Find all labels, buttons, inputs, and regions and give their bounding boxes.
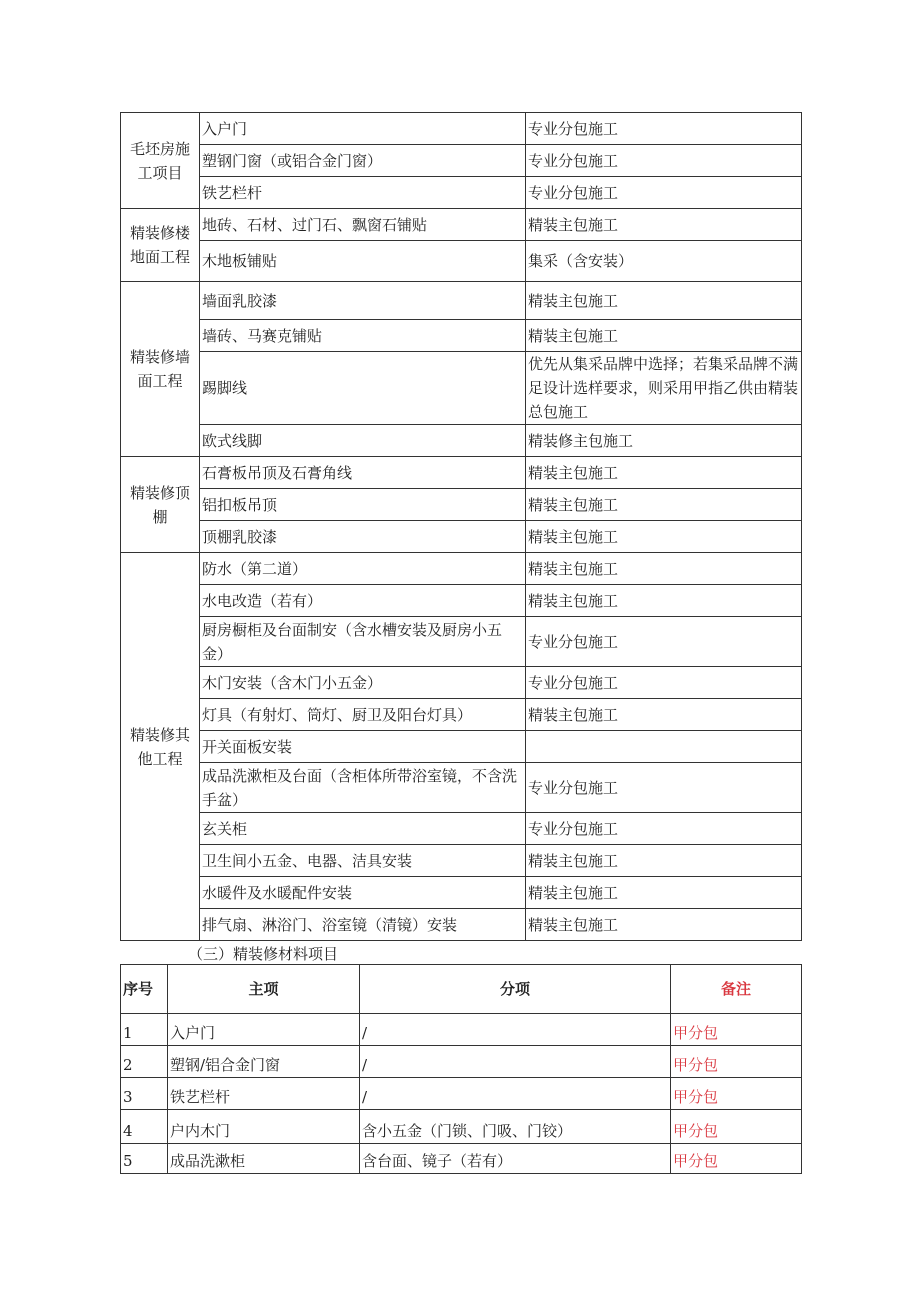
note-cell (526, 731, 802, 763)
item-cell: 厨房橱柜及台面制安（含水槽安装及厨房小五金） (200, 617, 526, 667)
construction-items-table (120, 112, 802, 941)
item-cell: 开关面板安装 (200, 731, 526, 763)
main-cell: 铁艺栏杆 (168, 1078, 360, 1110)
note-cell: 精装主包施工 (526, 877, 802, 909)
category-cell: 毛坯房施工项目 (121, 113, 200, 209)
no-cell: 2 (121, 1046, 168, 1078)
item-cell: 铝扣板吊顶 (200, 489, 526, 521)
note-cell: 精装主包施工 (526, 521, 802, 553)
no-cell: 1 (121, 1014, 168, 1046)
table-row (121, 1110, 802, 1144)
item-cell: 顶棚乳胶漆 (200, 521, 526, 553)
note-cell: 精装主包施工 (526, 553, 802, 585)
note-cell: 精装主包施工 (526, 489, 802, 521)
note-cell: 精装修主包施工 (526, 425, 802, 457)
table-row (121, 1046, 802, 1078)
note-cell: 精装主包施工 (526, 845, 802, 877)
sub-cell: / (360, 1046, 671, 1078)
item-cell: 墙砖、马赛克铺贴 (200, 320, 526, 352)
note-cell: 专业分包施工 (526, 617, 802, 667)
table-row (121, 1078, 802, 1110)
item-cell: 防水（第二道） (200, 553, 526, 585)
item-cell: 欧式线脚 (200, 425, 526, 457)
main-cell: 入户门 (168, 1014, 360, 1046)
note-cell: 精装主包施工 (526, 457, 802, 489)
item-cell: 卫生间小五金、电器、洁具安装 (200, 845, 526, 877)
main-cell: 成品洗漱柜 (168, 1144, 360, 1174)
no-cell: 3 (121, 1078, 168, 1110)
item-cell: 木地板铺贴 (200, 241, 526, 282)
note-cell: 精装主包施工 (526, 320, 802, 352)
item-cell: 水暖件及水暖配件安装 (200, 877, 526, 909)
item-cell: 灯具（有射灯、筒灯、厨卫及阳台灯具） (200, 699, 526, 731)
sub-cell: / (360, 1014, 671, 1046)
item-cell: 地砖、石材、过门石、飘窗石铺贴 (200, 209, 526, 241)
note-cell: 专业分包施工 (526, 813, 802, 845)
note-cell: 专业分包施工 (526, 667, 802, 699)
section-caption: （三）精装修材料项目 (188, 945, 339, 963)
item-cell: 踢脚线 (200, 352, 526, 425)
header-sub: 分项 (360, 965, 671, 1014)
remark-cell: 甲分包 (671, 1110, 802, 1144)
item-cell: 石膏板吊顶及石膏角线 (200, 457, 526, 489)
note-cell: 精装主包施工 (526, 699, 802, 731)
item-cell: 玄关柜 (200, 813, 526, 845)
remark-cell: 甲分包 (671, 1144, 802, 1174)
note-cell: 专业分包施工 (526, 177, 802, 209)
item-cell: 墙面乳胶漆 (200, 282, 526, 320)
item-cell: 塑钢门窗（或铝合金门窗） (200, 145, 526, 177)
note-cell: 精装主包施工 (526, 585, 802, 617)
note-cell: 精装主包施工 (526, 209, 802, 241)
note-cell: 专业分包施工 (526, 145, 802, 177)
note-cell: 集采（含安装） (526, 241, 802, 282)
sub-cell: 含台面、镜子（若有） (360, 1144, 671, 1174)
note-cell: 专业分包施工 (526, 763, 802, 813)
table-row (121, 1014, 802, 1046)
note-cell: 优先从集采品牌中选择；若集采品牌不满足设计选样要求，则采用甲指乙供由精装总包施工 (526, 352, 802, 425)
main-cell: 塑钢/铝合金门窗 (168, 1046, 360, 1078)
note-cell: 精装主包施工 (526, 909, 802, 941)
category-cell: 精装修其他工程 (121, 553, 200, 941)
item-cell: 排气扇、淋浴门、浴室镜（清镜）安装 (200, 909, 526, 941)
item-cell: 木门安装（含木门小五金） (200, 667, 526, 699)
remark-cell: 甲分包 (671, 1046, 802, 1078)
sub-cell: / (360, 1078, 671, 1110)
category-cell: 精装修楼地面工程 (121, 209, 200, 282)
category-cell: 精装修顶棚 (121, 457, 200, 553)
item-cell: 铁艺栏杆 (200, 177, 526, 209)
no-cell: 5 (121, 1144, 168, 1174)
remark-cell: 甲分包 (671, 1014, 802, 1046)
no-cell: 4 (121, 1110, 168, 1144)
item-cell: 水电改造（若有） (200, 585, 526, 617)
header-remark: 备注 (671, 965, 802, 1014)
header-no: 序号 (121, 965, 168, 1014)
materials-table (120, 964, 802, 1174)
note-cell: 精装主包施工 (526, 282, 802, 320)
table-row (121, 1144, 802, 1174)
remark-cell: 甲分包 (671, 1078, 802, 1110)
item-cell: 成品洗漱柜及台面（含柜体所带浴室镜，不含洗手盆） (200, 763, 526, 813)
header-main: 主项 (168, 965, 360, 1014)
sub-cell: 含小五金（门锁、门吸、门铰） (360, 1110, 671, 1144)
main-cell: 户内木门 (168, 1110, 360, 1144)
item-cell: 入户门 (200, 113, 526, 145)
note-cell: 专业分包施工 (526, 113, 802, 145)
category-cell: 精装修墙面工程 (121, 282, 200, 457)
